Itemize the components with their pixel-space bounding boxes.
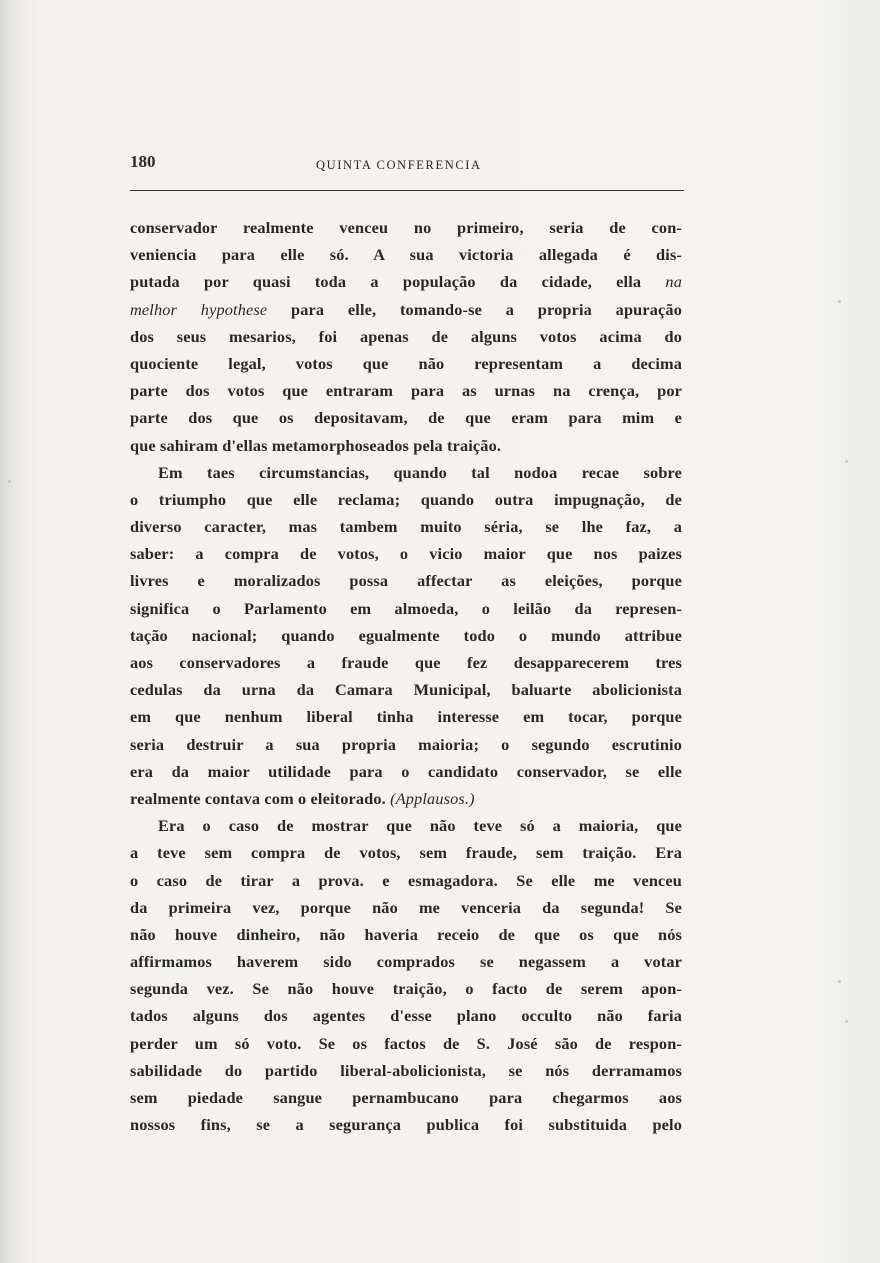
text-line: era da maior utilidade para o candidato conservador, se elle bbox=[130, 761, 682, 781]
paragraph-1 bbox=[130, 214, 682, 459]
paragraph-2 bbox=[130, 459, 682, 812]
text-line: conservador realmente venceu no primeiro, seria de con- bbox=[130, 218, 682, 237]
text-run: realmente contava com o eleitorado. bbox=[130, 788, 386, 808]
applause-note: (Applausos.) bbox=[390, 788, 475, 808]
text-line bbox=[130, 296, 682, 323]
text-line: seria destruir a sua propria maioria; o segundo escrutinio bbox=[130, 734, 682, 754]
text-line: em que nenhum liberal tinha interesse em tocar, porque bbox=[130, 707, 682, 727]
page-number: 180 bbox=[130, 152, 156, 171]
text-run: para elle, tomando-se a propria apuração bbox=[291, 299, 682, 319]
text-line: quociente legal, votos que não representam a decima bbox=[130, 353, 682, 373]
italic-word: na bbox=[665, 272, 682, 292]
italic-phrase: melhor hypothese bbox=[130, 299, 268, 319]
paragraph-3 bbox=[130, 812, 682, 1138]
paper-speck bbox=[8, 480, 11, 483]
text-line: tados alguns dos agentes d'esse plano occulto não faria bbox=[130, 1006, 682, 1026]
text-line: saber: a compra de votos, o vicio maior que nos paizes bbox=[130, 544, 682, 564]
text-run: putada por quasi toda a população da cidade, ella bbox=[130, 272, 642, 292]
page-header bbox=[130, 152, 684, 182]
text-line: segunda vez. Se não houve traição, o facto de serem apon- bbox=[130, 979, 682, 999]
text-line: veniencia para elle só. A sua victoria allegada é dis- bbox=[130, 245, 682, 265]
text-line: livres e moralizados possa affectar as eleições, porque bbox=[130, 571, 682, 591]
body-text bbox=[130, 214, 682, 1138]
header-rule bbox=[130, 190, 684, 191]
text-line: que sahiram d'ellas metamorphoseados pela traição. bbox=[130, 435, 502, 455]
paper-speck bbox=[838, 300, 841, 303]
text-line: sabilidade do partido liberal-abolicionista, se nós derramamos bbox=[130, 1060, 682, 1080]
paper-speck bbox=[838, 980, 841, 983]
text-line: sem piedade sangue pernambucano para chegarmos aos bbox=[130, 1088, 682, 1107]
text-line: da primeira vez, porque não me venceria da segunda! Se bbox=[130, 897, 682, 917]
text-line: diverso caracter, mas tambem muito séria, se lhe faz, a bbox=[130, 517, 682, 537]
running-title: QUINTA CONFERENCIA bbox=[316, 158, 482, 172]
text-line: cedulas da urna da Camara Municipal, baluarte abolicionista bbox=[130, 680, 682, 700]
paper-speck bbox=[845, 1020, 848, 1023]
text-line: não houve dinheiro, não haveria receio de que os que nós bbox=[130, 924, 682, 944]
text-line: parte dos votos que entraram para as urnas na crença, por bbox=[130, 381, 682, 401]
text-line: parte dos que os depositavam, de que eram para mim e bbox=[130, 408, 682, 428]
text-line: dos seus mesarios, foi apenas de alguns votos acima do bbox=[130, 326, 682, 346]
text-line: Era o caso de mostrar que não teve só a maioria, que bbox=[158, 816, 682, 836]
text-line: affirmamos haverem sido comprados se negassem a votar bbox=[130, 952, 682, 972]
text-line bbox=[130, 268, 682, 295]
text-line: tação nacional; quando egualmente todo o mundo attribue bbox=[130, 625, 682, 645]
text-line: significa o Parlamento em almoeda, o leilão da represen- bbox=[130, 598, 682, 618]
text-line: perder um só voto. Se os factos de S. José são de respon- bbox=[130, 1033, 682, 1053]
text-line: Em taes circumstancias, quando tal nodoa recae sobre bbox=[158, 462, 682, 482]
text-line: nossos fins, se a segurança publica foi substituida pelo bbox=[130, 1115, 682, 1135]
text-line: o triumpho que elle reclama; quando outra impugnação, de bbox=[130, 489, 682, 509]
text-line: a teve sem compra de votos, sem fraude, sem traição. Era bbox=[130, 843, 682, 863]
text-line: aos conservadores a fraude que fez desapparecerem tres bbox=[130, 653, 682, 672]
paper-speck bbox=[845, 460, 848, 463]
text-line: o caso de tirar a prova. e esmagadora. Se elle me venceu bbox=[130, 870, 682, 890]
text-line bbox=[130, 785, 682, 812]
